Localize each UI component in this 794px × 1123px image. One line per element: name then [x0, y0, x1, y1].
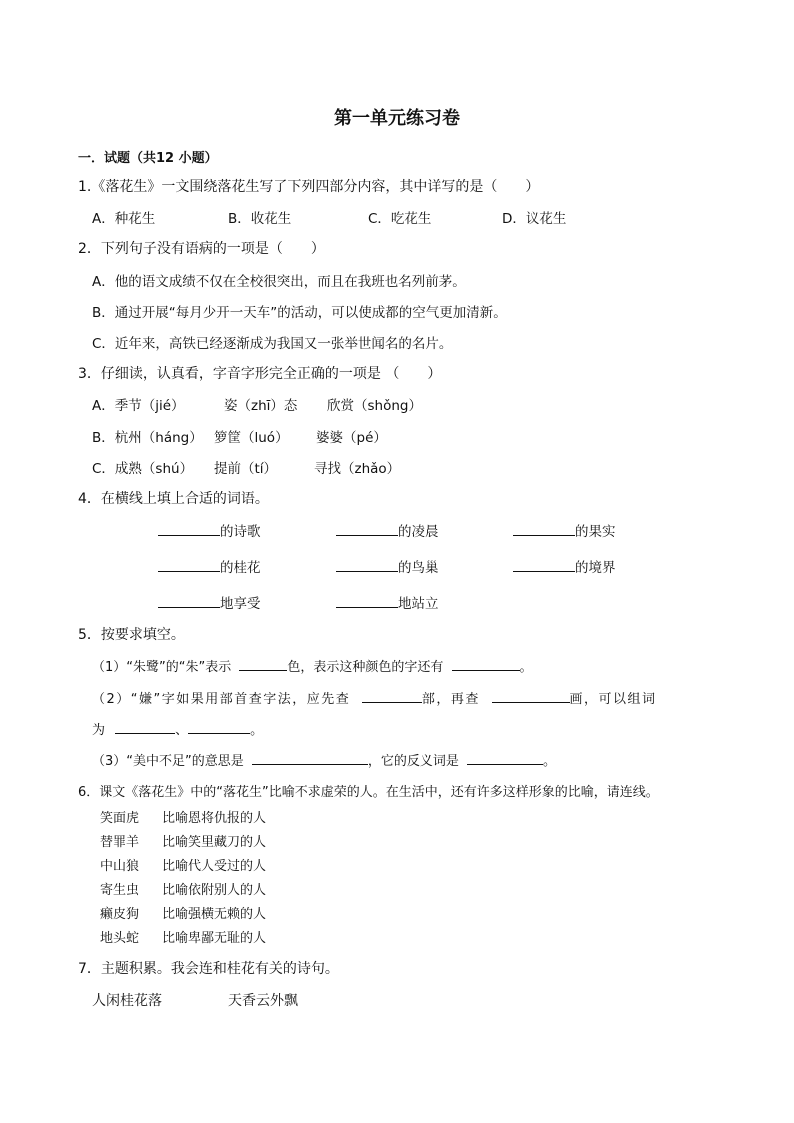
q2-option-b: B．通过开展“每月少开一天车”的活动，可以使成都的空气更加清新。 — [92, 305, 507, 321]
fill-blank-line[interactable] — [188, 719, 250, 734]
match-right-item: 比喻卑鄙无耻的人 — [162, 931, 267, 946]
fill-blank-line[interactable] — [513, 557, 575, 572]
fill-blank-line[interactable] — [239, 656, 287, 671]
q5-line-1: （1）“朱鹭”的“朱”表示 色，表示这种颜色的字还有 。 — [92, 656, 533, 675]
section-heading: 一．试题（共12 小题） — [78, 151, 218, 166]
fill-blank-line[interactable] — [252, 750, 368, 765]
question-1-stem: 1.《落花生》一文围绕落花生写了下列四部分内容，其中详写的是（ ） — [78, 179, 540, 195]
match-right-item: 比喻恩将仇报的人 — [162, 811, 267, 826]
fill-blank-item: 的诗歌 — [158, 520, 261, 540]
q3-a-item-1: A．季节（jié） — [92, 398, 185, 414]
fill-blank-item: 地站立 — [336, 592, 439, 612]
question-3-stem: 3．仔细读，认真看，字音字形完全正确的一项是 （ ） — [78, 366, 442, 382]
fill-blank-line[interactable] — [336, 557, 398, 572]
poem-right-line: 天香云外飘 — [228, 993, 298, 1009]
fill-blank-item: 地享受 — [158, 592, 261, 612]
question-6-stem: 6．课文《落花生》中的“落花生”比喻不求虚荣的人。在生活中，还有许多这样形象的比喻，请连线。 — [78, 785, 659, 800]
fill-blank-line[interactable] — [115, 719, 175, 734]
match-left-item: 寄生虫 — [100, 883, 140, 898]
match-left-item: 笑面虎 — [100, 811, 140, 826]
match-right-item: 比喻依附别人的人 — [162, 883, 267, 898]
q3-c-item-1: C．成熟（shú） — [92, 461, 194, 477]
q1-option-a: A．种花生 — [92, 211, 156, 227]
q1-option-d: D．议花生 — [502, 211, 567, 227]
question-4-stem: 4．在横线上填上合适的词语。 — [78, 491, 269, 507]
q3-b-item-1: B．杭州（háng） — [92, 430, 203, 446]
fill-blank-line[interactable] — [362, 688, 422, 703]
fill-blank-line[interactable] — [336, 593, 398, 608]
q2-option-a: A．他的语文成绩不仅在全校很突出，而且在我班也名列前茅。 — [92, 274, 466, 290]
match-left-item: 地头蛇 — [100, 931, 140, 946]
q1-option-b: B．收花生 — [228, 211, 292, 227]
fill-blank-line[interactable] — [467, 750, 543, 765]
question-2-stem: 2．下列句子没有语病的一项是（ ） — [78, 241, 325, 257]
fill-blank-line[interactable] — [158, 557, 220, 572]
q3-c-item-3: 寻找（zhǎo） — [314, 461, 401, 477]
fill-blank-line[interactable] — [158, 521, 220, 536]
q3-b-item-3: 婆婆（pé） — [316, 430, 387, 446]
q3-a-item-2: 姿（zhī）态 — [224, 398, 298, 414]
fill-blank-item: 的鸟巢 — [336, 556, 439, 576]
q5-line-3: 为 、 。 — [92, 719, 263, 738]
match-right-item: 比喻笑里藏刀的人 — [162, 835, 267, 850]
q3-c-item-2: 提前（tí） — [214, 461, 278, 477]
fill-blank-line[interactable] — [452, 656, 520, 671]
fill-blank-line[interactable] — [492, 688, 570, 703]
q1-option-c: C．吃花生 — [368, 211, 432, 227]
fill-blank-item: 的境界 — [513, 556, 616, 576]
q5-line-4: （3）“美中不足”的意思是 ，它的反义词是 。 — [92, 750, 556, 769]
question-5-stem: 5．按要求填空。 — [78, 627, 185, 643]
fill-blank-line[interactable] — [158, 593, 220, 608]
match-right-item: 比喻代人受过的人 — [162, 859, 267, 874]
match-left-item: 中山狼 — [100, 859, 140, 874]
match-left-item: 癞皮狗 — [100, 907, 140, 922]
page-title: 第一单元练习卷 — [334, 108, 460, 129]
q2-option-c: C．近年来，高铁已经逐渐成为我国又一张举世闻名的名片。 — [92, 336, 453, 352]
fill-blank-item: 的果实 — [513, 520, 616, 540]
question-7-stem: 7．主题积累。我会连和桂花有关的诗句。 — [78, 961, 339, 977]
fill-blank-line[interactable] — [336, 521, 398, 536]
poem-left-line: 人闲桂花落 — [92, 993, 162, 1009]
match-left-item: 替罪羊 — [100, 835, 140, 850]
fill-blank-item: 的桂花 — [158, 556, 261, 576]
q3-a-item-3: 欣赏（shǒng） — [327, 398, 422, 414]
q3-b-item-2: 箩筐（luó） — [214, 430, 289, 446]
fill-blank-line[interactable] — [513, 521, 575, 536]
q5-line-2: （2）“嫌”字如果用部首查字法，应先查 部，再查 画，可以组词 — [92, 688, 657, 707]
match-right-item: 比喻强横无赖的人 — [162, 907, 267, 922]
fill-blank-item: 的凌晨 — [336, 520, 439, 540]
